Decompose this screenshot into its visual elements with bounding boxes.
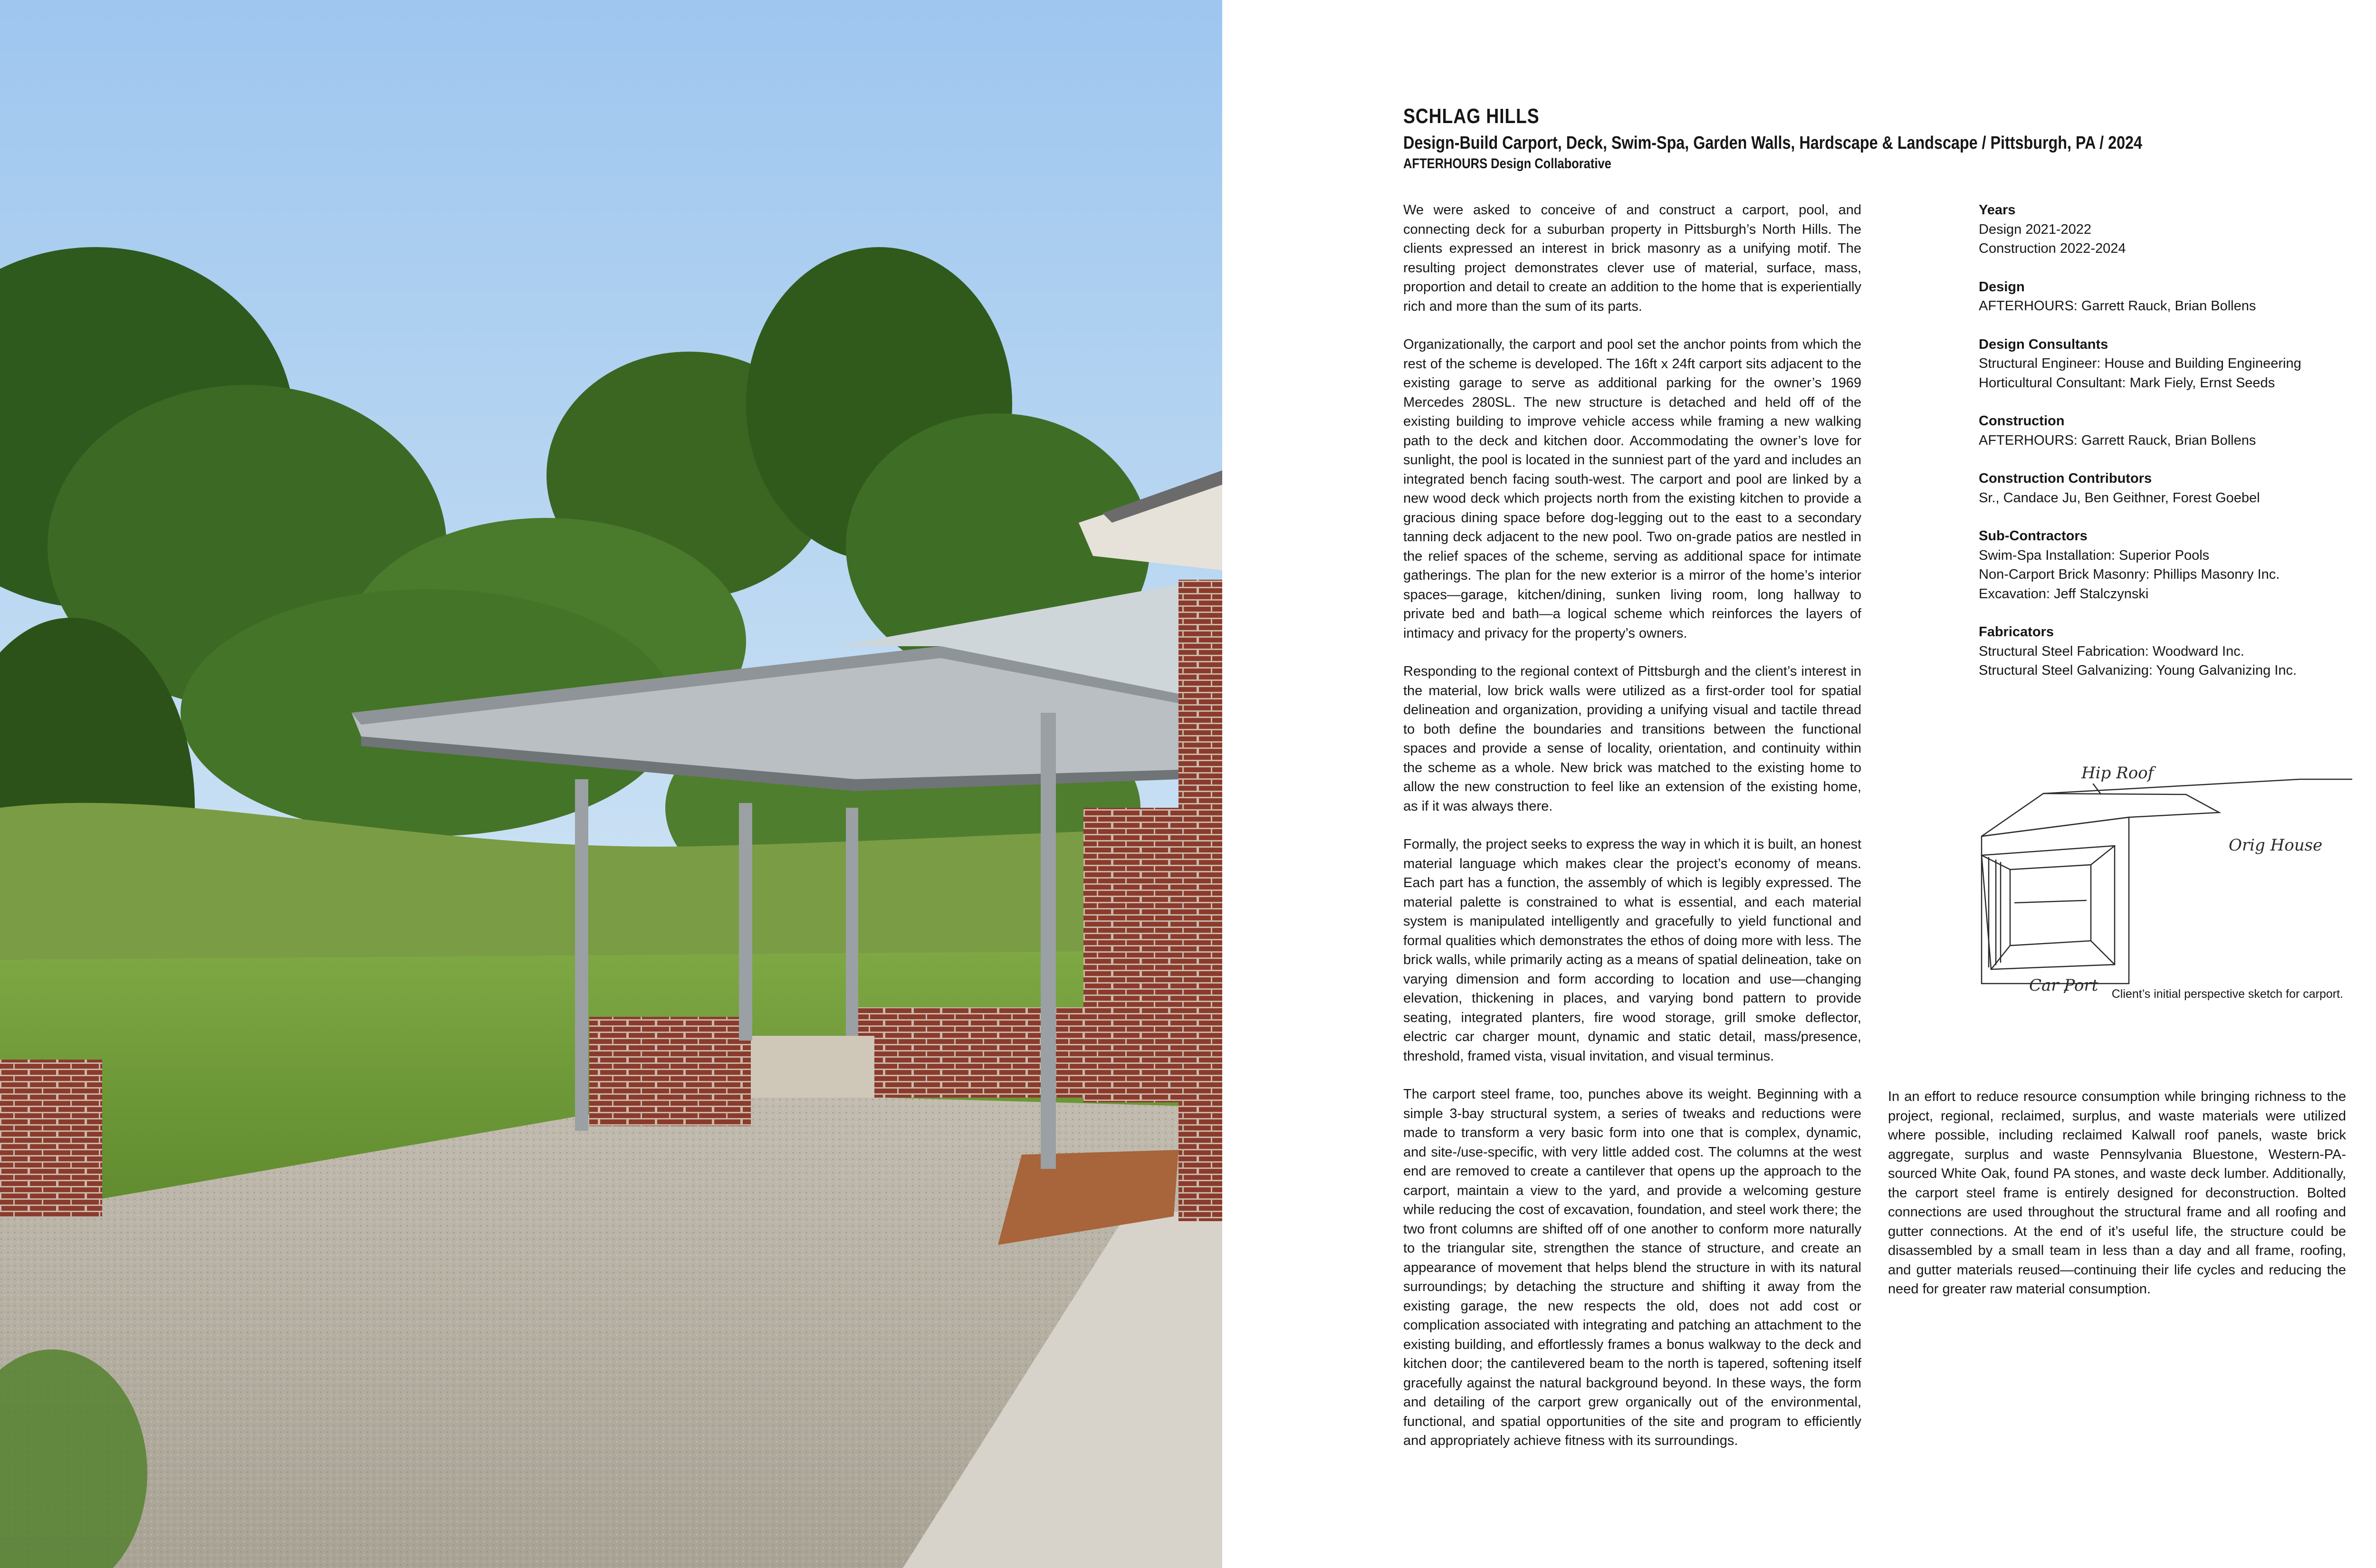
credit-heading: Construction [1979, 413, 2065, 429]
credit-block-years [1979, 201, 2376, 258]
design-collaborative: AFTERHOURS Design Collaborative [1403, 156, 1611, 172]
body-paragraph: Formally, the project seeks to express the way in which it is built, an honest material language which makes clear the project’s economy of means. Each part has a function, the assembly of which is legibly expressed. The material palette is constrained to what is essential, and each material system is manipulated intelligently and gracefully to yield functional and formal qualities which demonstrates the ethos of doing more with less. The brick walls, while primarily acting as a means of spatial delineation, take on varying dimension and form according to location and use—changing elevation, thickening in places, and varying bond pattern to provide seating, integrated planters, fire wood storage, grill smoke deflector, electric car charger mount, dynamic and static detail, mass/presence, threshold, framed vista, visual invitation, and visual terminus. [1403, 837, 1861, 1064]
body-column-right [1888, 1087, 2346, 1318]
credit-heading: Design Consultants [1979, 336, 2108, 352]
credit-line: Structural Steel Galvanizing: Young Galvanizing Inc. [1979, 663, 2297, 678]
body-paragraph: Organizationally, the carport and pool set the anchor points from which the rest of the scheme is developed. The 16ft x 24ft carport sits adjacent to the existing garage to serve as additional parking for the owner’s 1969 Mercedes 280SL. The new structure is detached and held off of the existing building to improve vehicle access while framing a new walking path to the deck and kitchen door. Accommodating the owner’s love for sunlight, the pool is located in the sunniest part of the yard and includes an integrated bench facing south-west. The carport and pool are linked by a new wood deck which projects north from the existing kitchen to provide a gracious dining space before dog-legging out to the east to a secondary tanning deck adjacent to the new pool. Two on-grade patios are nestled in the relief spaces of the scheme, serving as additional space for intimate gatherings. The plan for the new exterior is a mirror of the home’s interior spaces—garage, kitchen/dining, sunken living room, long hallway to private bed and bath—a logical scheme which reinforces the layers of intimacy and privacy for the property’s owners. [1403, 337, 1861, 641]
brick-wall-left [0, 1060, 102, 1216]
credit-line: Sr., Candace Ju, Ben Geithner, Forest Goebel [1979, 490, 2260, 506]
credit-heading: Sub-Contractors [1979, 528, 2088, 544]
brick-pier [1083, 808, 1178, 1102]
sketch-label-orig-house: Orig House [2229, 836, 2323, 855]
concrete-footing [751, 1036, 874, 1098]
brick-wall-low [589, 1017, 751, 1126]
project-credits [1979, 201, 2376, 699]
credit-heading: Construction Contributors [1979, 471, 2152, 486]
body-column-left [1403, 201, 1861, 1470]
brick-wall-back [855, 1007, 1112, 1098]
credit-heading: Fabricators [1979, 624, 2054, 640]
credit-block-fabricators [1979, 622, 2376, 680]
project-title: SCHLAG HILLS [1403, 105, 1540, 128]
project-subtitle: Design-Build Carport, Deck, Swim-Spa, Garden Walls, Hardscape & Landscape / Pittsburgh, PA / 2024 [1403, 133, 2142, 153]
credit-block-design-consultants [1979, 335, 2376, 393]
credit-heading: Years [1979, 202, 2016, 218]
credit-line: Swim-Spa Installation: Superior Pools [1979, 547, 2210, 563]
credit-block-sub-contractors [1979, 526, 2376, 603]
body-paragraph: Responding to the regional context of Pittsburgh and the client’s interest in the material, low brick walls were utilized as a first-order tool for spatial delineation and organization, providing a unifying visual and tactile thread to both define the boundaries and transitions between the functional spaces and provide a sense of locality, orientation, and continuity within the scheme as a whole. New brick was matched to the existing home to allow the new construction to feel like an extension of the existing home, as if it was always there. [1403, 664, 1861, 814]
credit-line: Construction 2022-2024 [1979, 241, 2126, 256]
sketch-caption: Client’s initial perspective sketch for carport. [2111, 987, 2343, 1001]
body-paragraph: In an effort to reduce resource consumption while bringing richness to the project, regional, reclaimed, surplus, and waste materials were utilized where possible, including reclaimed Kalwall roof panels, waste brick aggregate, surplus and waste Pennsylvania Bluestone, Western-PA-sourced White Oak, found PA stones, and waste deck lumber. Additionally, the carport steel frame is entirely designed for deconstruction. Bolted connections are used throughout the structural frame and all roofing and gutter connections. At the end of it’s useful life, the structure could be disassembled by a small team in less than a day and all frame, roofing, and gutter materials reused—continuing their life cycles and reducing the need for greater raw material consumption. [1888, 1089, 2346, 1297]
body-paragraph: The carport steel frame, too, punches above its weight. Beginning with a simple 3-bay structural system, a series of tweaks and reductions were made to transform a very basic form into one that is complex, dynamic, and site-/use-specific, with very little added cost. The columns at the west end are removed to create a cantilever that opens up the approach to the carport, maintain a view to the yard, and provide a welcoming gesture while reducing the cost of excavation, foundation, and steel work there; the two front columns are shifted off of one another to conform more naturally to the triangular site, strengthen the stance of structure, and create an appearance of movement that helps blend the structure in with its natural surroundings; by detaching the structure and shifting it away from the existing garage, the new respects the old, does not add cost or complication associated with integrating and patching an attachment to the existing building, and effortlessly frames a bonus walkway to the deck and kitchen door; the cantilevered beam to the north is tapered, softening itself gracefully against the natural background beyond. In these ways, the form and detailing of the carport grew organically out of the environmental, functional, and spatial opportunities of the site and program to efficiently and appropriately achieve fitness with its surroundings. [1403, 1087, 1861, 1448]
credit-line: Non-Carport Brick Masonry: Phillips Masonry Inc. [1979, 567, 2280, 582]
credit-line: AFTERHOURS: Garrett Rauck, Brian Bollens [1979, 298, 2256, 314]
credit-line: AFTERHOURS: Garrett Rauck, Brian Bollens [1979, 432, 2256, 448]
sketch-label-car-port: Car Port [2029, 976, 2098, 993]
credit-block-design [1979, 277, 2376, 316]
credit-line: Design 2021-2022 [1979, 221, 2092, 237]
credit-block-construction [1979, 411, 2376, 450]
credit-line: Excavation: Jeff Stalczynski [1979, 586, 2149, 602]
house-brick-wall [1178, 580, 1222, 1221]
sketch-label-hip-roof: Hip Roof [2081, 764, 2154, 783]
credit-line: Horticultural Consultant: Mark Fiely, Ernst Seeds [1979, 375, 2275, 391]
carport-perspective-sketch [1972, 760, 2352, 993]
credit-line: Structural Engineer: House and Building Engineering [1979, 356, 2301, 371]
credit-heading: Design [1979, 279, 2025, 295]
credit-block-construction-contributors [1979, 469, 2376, 507]
body-paragraph: We were asked to conceive of and construct a carport, pool, and connecting deck for a suburban property in Pittsburgh’s North Hills. The clients expressed an interest in brick masonry as a unifying motif. The resulting project demonstrates clever use of material, surface, mass, proportion and detail to create an addition to the home that is experientially rich and more than the sum of its parts. [1403, 202, 1861, 314]
credit-line: Structural Steel Fabrication: Woodward Inc. [1979, 643, 2244, 659]
